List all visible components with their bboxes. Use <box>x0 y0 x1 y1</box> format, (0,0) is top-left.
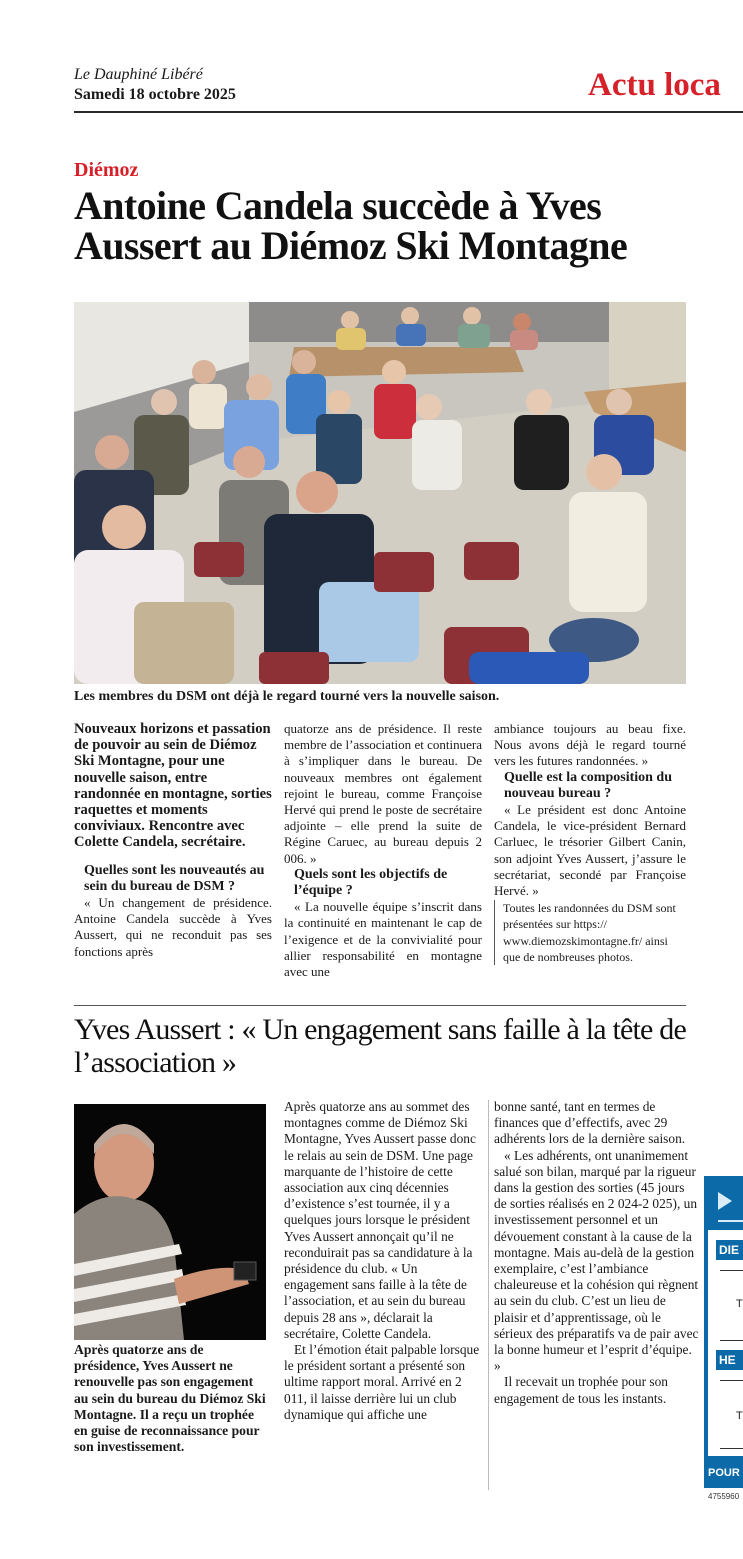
advertisement-panel[interactable] <box>704 1176 743 1488</box>
ad-separator <box>720 1380 743 1381</box>
interview-answer-1b: quatorze ans de présidence. Il reste membre de l’association et continuera à s’impliquer dans le bureau. De nouveaux membres ont également rejoint le bureau, comme Françoise Hervé qui prend le poste de secrétaire adjointe – elle prend la suite de Régine Caruec, au bureau depuis 2 006. » <box>284 721 482 866</box>
interview-question-2: Quels sont les objectifs de l’équipe ? <box>294 866 448 899</box>
website-note: Toutes les randonnées du DSM sont présentées sur https:// www.diemozskimontagne.fr/ ainsi que de nombreuses photos. <box>494 900 686 965</box>
group-photo <box>74 302 686 684</box>
portrait-illustration <box>74 1104 266 1340</box>
article-column-1 <box>74 721 272 960</box>
ad-text-1: T <box>736 1298 743 1310</box>
article-column-2 <box>284 721 482 980</box>
second-article-paragraph-2: Et l’émotion était palpable lorsque le président sortant a présenté son ultime rapport moral. Arrivé en 2 011, il laisse derrière lui un club dynamique qui affiche une <box>284 1342 480 1422</box>
group-photo-illustration <box>74 302 686 684</box>
column-separator <box>488 1100 489 1490</box>
ad-separator <box>720 1340 743 1341</box>
second-article-paragraph-4: « Les adhérents, ont unanimement salué son bilan, marqué par la rigueur dans la gestion des sorties (45 jours de sorties réalisés en 2 024-2 025), un investissement personnel et un dévouement constant à la cause de la montagne. Mais au-delà de la gestion exemplaire, c’est l’ambiance chaleureuse et la cohésion qui règnent au sein du club. C’est un lieu de plaisir et d’apprentissage, où le sérieux des préparatifs va de pair avec la bonne humeur et l’esprit d’équipe. » <box>494 1147 699 1374</box>
ad-reference-code: 4755960 <box>708 1492 740 1501</box>
publication-date: Samedi 18 octobre 2025 <box>74 86 236 103</box>
second-article-column-1 <box>284 1099 482 1423</box>
ad-divider <box>718 1220 743 1222</box>
ad-footer-label[interactable]: POUR <box>708 1467 740 1479</box>
ad-separator <box>720 1448 743 1449</box>
photo-caption: Les membres du DSM ont déjà le regard tourné vers la nouvelle saison. <box>74 689 500 704</box>
interview-answer-2b: ambiance toujours au beau fixe. Nous avons déjà le regard tourné vers les futures randonnées. » <box>494 721 686 769</box>
section-title: Actu loca <box>588 67 721 103</box>
second-article-paragraph-5: Il recevait un trophée pour son engagement de tous les instants. <box>494 1374 668 1406</box>
article-headline: Antoine Candela succède à Yves Aussert au Diémoz Ski Montagne <box>74 183 628 268</box>
portrait-photo <box>74 1104 266 1340</box>
interview-answer-3: « Le président est donc Antoine Candela, le vice-président Bernard Carluec, le trésorier Gilbert Canin, son adjoint Yves Aussert, j’assure le secrétariat, secondé par Françoise Hervé. » <box>494 802 686 899</box>
second-article-column-2 <box>494 1099 700 1407</box>
interview-answer-1a: « Un changement de présidence. Antoine Candela succède à Yves Aussert, qui ne reconduit pas ses fonctions après <box>74 895 272 959</box>
ad-content <box>708 1230 743 1456</box>
newspaper-name: Le Dauphiné Libéré <box>74 66 203 83</box>
ad-tag-2: HE <box>716 1350 743 1370</box>
masthead-rule <box>74 111 743 113</box>
ad-text-2: T <box>736 1410 743 1422</box>
article-kicker: Diémoz <box>74 159 139 181</box>
second-article-paragraph-1: Après quatorze ans au sommet des montagnes comme de Diémoz Ski Montagne, Yves Aussert passe donc le relais au sein de DSM. Une page marquante de l’histoire de cette association aux cinq décennies d’existence s’est tournée, il y a quelques jours lorsque le président Yves Aussert annonçait qu’il ne reconduirait pas sa candidature à la présidence du club. « Un engagement sans faille à la tête de l’association, et au sein du bureau depuis 28 ans », déclarait la secrétaire, Colette Candela. <box>284 1099 476 1341</box>
section-divider <box>74 1005 686 1006</box>
interview-answer-2a: « La nouvelle équipe s’inscrit dans la continuité en maintenant le cap de l’exigence et de la convivialité pour allier responsabilité en montagne avec une <box>284 899 482 980</box>
portrait-caption: Après quatorze ans de présidence, Yves Aussert ne renouvelle pas son engagement au sein du bureau du Diémoz Ski Montagne. Il a reçu un trophée en guise de reconnaissance pour son investissement. <box>74 1342 266 1455</box>
play-icon[interactable] <box>718 1192 732 1210</box>
ad-separator <box>720 1270 743 1271</box>
interview-question-1: Quelles sont les nouveautés au sein du bureau de DSM ? <box>84 862 265 894</box>
article-lead: Nouveaux horizons et passation de pouvoir au sein de Diémoz Ski Montagne, pour une nouvelle saison, entre randonnée en montagne, sorties raquettes et moments conviviaux. Rencontre avec Colette Candela, secrétaire. <box>74 721 272 851</box>
second-article-headline: Yves Aussert : « Un engagement sans faille à la tête de l’association » <box>74 1013 686 1079</box>
ad-tag-1: DIE <box>716 1240 743 1260</box>
second-article-paragraph-3: bonne santé, tant en termes de finances que d’effectifs, avec 29 adhérents lors de la dernière saison. <box>494 1099 686 1147</box>
article-column-3 <box>494 721 686 965</box>
interview-question-3: Quelle est la composition du nouveau bureau ? <box>504 769 673 801</box>
